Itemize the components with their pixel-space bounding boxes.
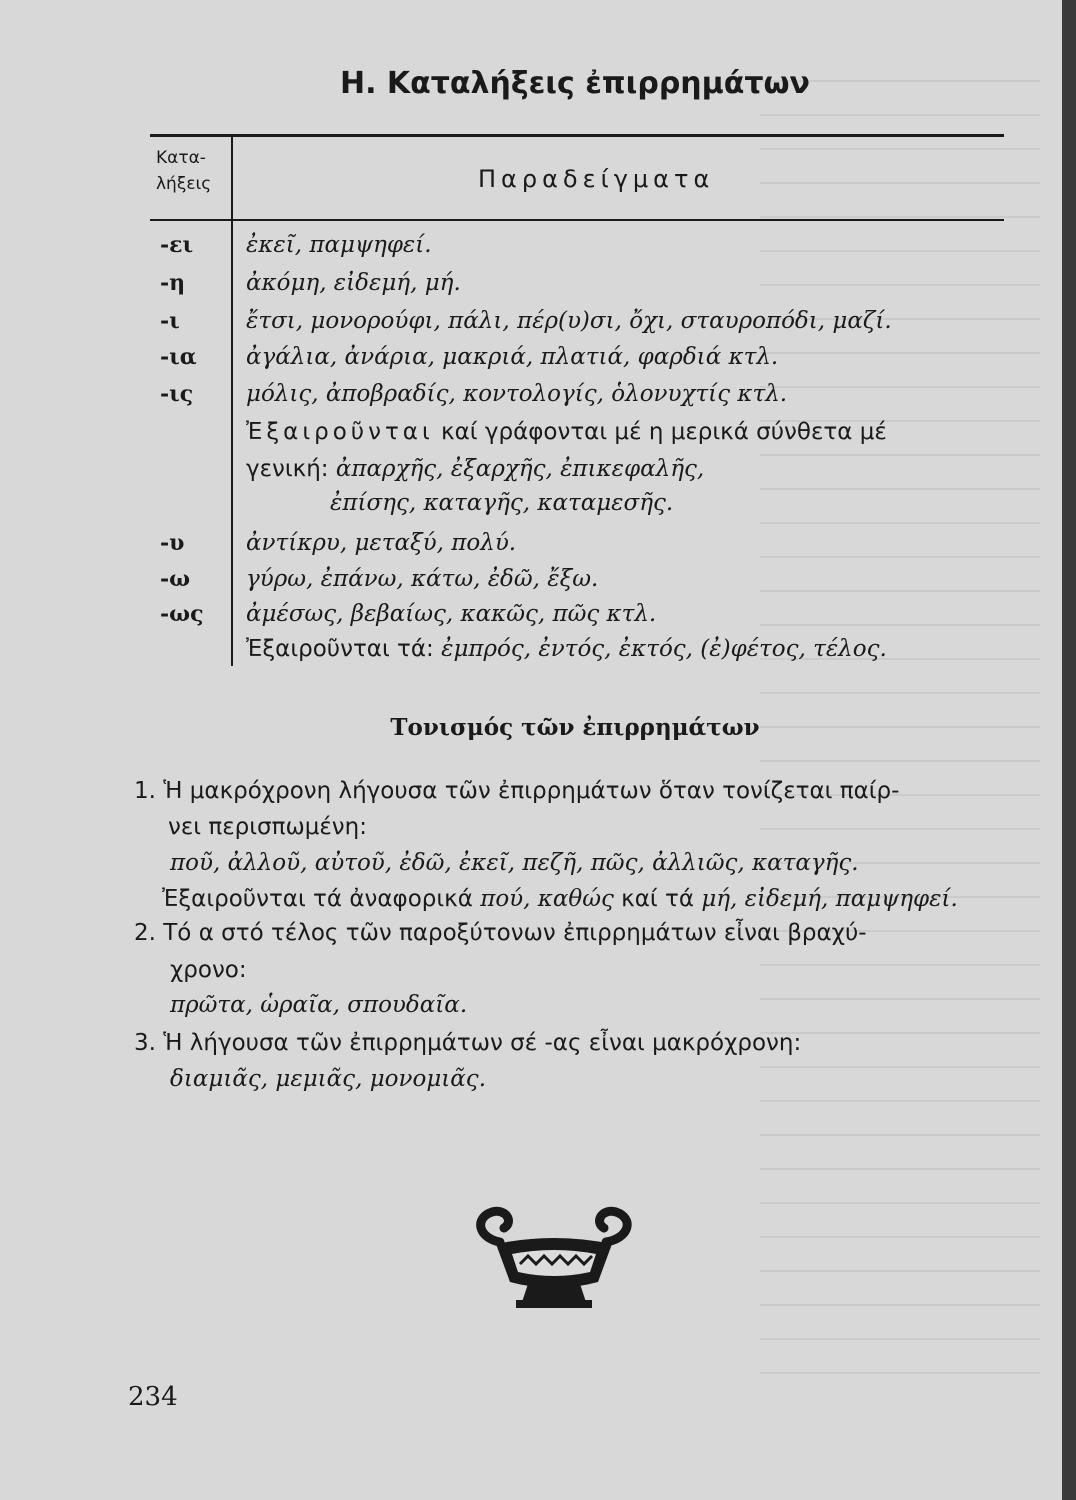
exception-words: ἀπαρχῆς, ἐξαρχῆς, ἐπικεφαλῆς, bbox=[335, 456, 705, 482]
endings-header-line1: Κατα- bbox=[156, 148, 206, 168]
rule2-line1: 2. Τό α στό τέλος τῶν παροξύτονων ἐπιρρημάτων εἶναι βραχύ- bbox=[134, 920, 867, 946]
examples-cell: μόλις, ἀποβραδίς, κοντολογίς, ὁλονυχτίς κτλ. bbox=[246, 381, 788, 407]
rule1-exception bbox=[162, 886, 958, 912]
ending-cell: -ως bbox=[160, 601, 204, 627]
rule3-line1: 3. Ἡ λήγουσα τῶν ἐπιρρημάτων σέ -ας εἶναι μακρόχρονη: bbox=[134, 1030, 802, 1056]
page-edge bbox=[1062, 0, 1076, 1500]
examples-cell: ἐκεῖ, παμψηφεί. bbox=[246, 232, 432, 258]
examples-cell: ἔτσι, μονορούφι, πάλι, πέρ(υ)σι, ὄχι, σταυροπόδι, μαζί. bbox=[246, 308, 892, 334]
ending-cell: -η bbox=[160, 270, 186, 296]
endings-column-header bbox=[156, 145, 211, 197]
rule1-examples: ποῦ, ἀλλοῦ, αὐτοῦ, ἐδῶ, ἐκεῖ, πεζῆ, πῶς, ἀλλιῶς, καταγῆς. bbox=[170, 850, 859, 876]
exception-prefix: γενική: bbox=[246, 456, 336, 482]
ending-cell: -υ bbox=[160, 530, 185, 556]
exception-note-2 bbox=[246, 636, 887, 662]
ending-cell: -ια bbox=[160, 344, 197, 370]
oil-lamp-icon bbox=[466, 1198, 642, 1314]
ending-cell: -ω bbox=[160, 566, 191, 592]
examples-cell: ἀγάλια, ἀνάρια, μακριά, πλατιά, φαρδιά κτλ. bbox=[246, 344, 779, 370]
ending-cell: -ι bbox=[160, 308, 180, 334]
exception-text: καί γράφονται μέ η μερικά σύνθετα μέ bbox=[433, 419, 887, 445]
endings-header-line2: λήξεις bbox=[156, 174, 212, 194]
rule1-exc-prefix: Ἐξαιροῦνται τά ἀναφορικά bbox=[162, 886, 481, 912]
ending-cell: -ις bbox=[160, 381, 194, 407]
exception-note-line3: ἐπίσης, καταγῆς, καταμεσῆς. bbox=[330, 490, 674, 516]
table-top-rule bbox=[150, 134, 1004, 137]
exception-label: Ἐξαιροῦνται bbox=[246, 419, 434, 445]
examples-column-header: Παραδείγματα bbox=[478, 165, 715, 193]
table-column-divider bbox=[231, 136, 233, 666]
rule1-line2: νει περισπωμένη: bbox=[168, 814, 367, 840]
section-heading: Τονισμός τῶν ἐπιρρημάτων bbox=[390, 714, 760, 741]
exception-note-line2 bbox=[246, 456, 704, 482]
examples-cell: ἀκόμη, εἰδεμή, μή. bbox=[246, 270, 461, 296]
ending-cell: -ει bbox=[160, 232, 194, 258]
exception2-words: ἐμπρός, ἐντός, ἐκτός, (ἐ)φέτος, τέλος. bbox=[441, 636, 887, 662]
examples-cell: ἀντίκρυ, μεταξύ, πολύ. bbox=[246, 530, 517, 556]
rule1-line1: 1. Ἡ μακρόχρονη λήγουσα τῶν ἐπιρρημάτων ὅταν τονίζεται παίρ- bbox=[134, 778, 900, 804]
examples-cell: γύρω, ἐπάνω, κάτω, ἐδῶ, ἔξω. bbox=[246, 566, 599, 592]
exception2-prefix: Ἐξαιροῦνται τά: bbox=[246, 636, 442, 662]
rule2-examples: πρῶτα, ὡραῖα, σπουδαῖα. bbox=[170, 992, 468, 1018]
rule3-examples: διαμιᾶς, μεμιᾶς, μονομιᾶς. bbox=[170, 1066, 487, 1092]
rule2-line2: χρονο: bbox=[170, 957, 247, 983]
rule1-exc-words2: μή, εἰδεμή, παμψηφεί. bbox=[701, 886, 958, 912]
table-header-rule bbox=[150, 219, 1004, 221]
page-number: 234 bbox=[128, 1382, 178, 1412]
rule1-exc-words1: πού, καθώς bbox=[480, 886, 614, 912]
page-title: Η. Καταλήξεις ἐπιρρημάτων bbox=[339, 66, 810, 101]
examples-cell: ἀμέσως, βεβαίως, κακῶς, πῶς κτλ. bbox=[246, 601, 657, 627]
exception-note-line1 bbox=[246, 419, 887, 445]
rule1-exc-mid: καί τά bbox=[613, 886, 702, 912]
